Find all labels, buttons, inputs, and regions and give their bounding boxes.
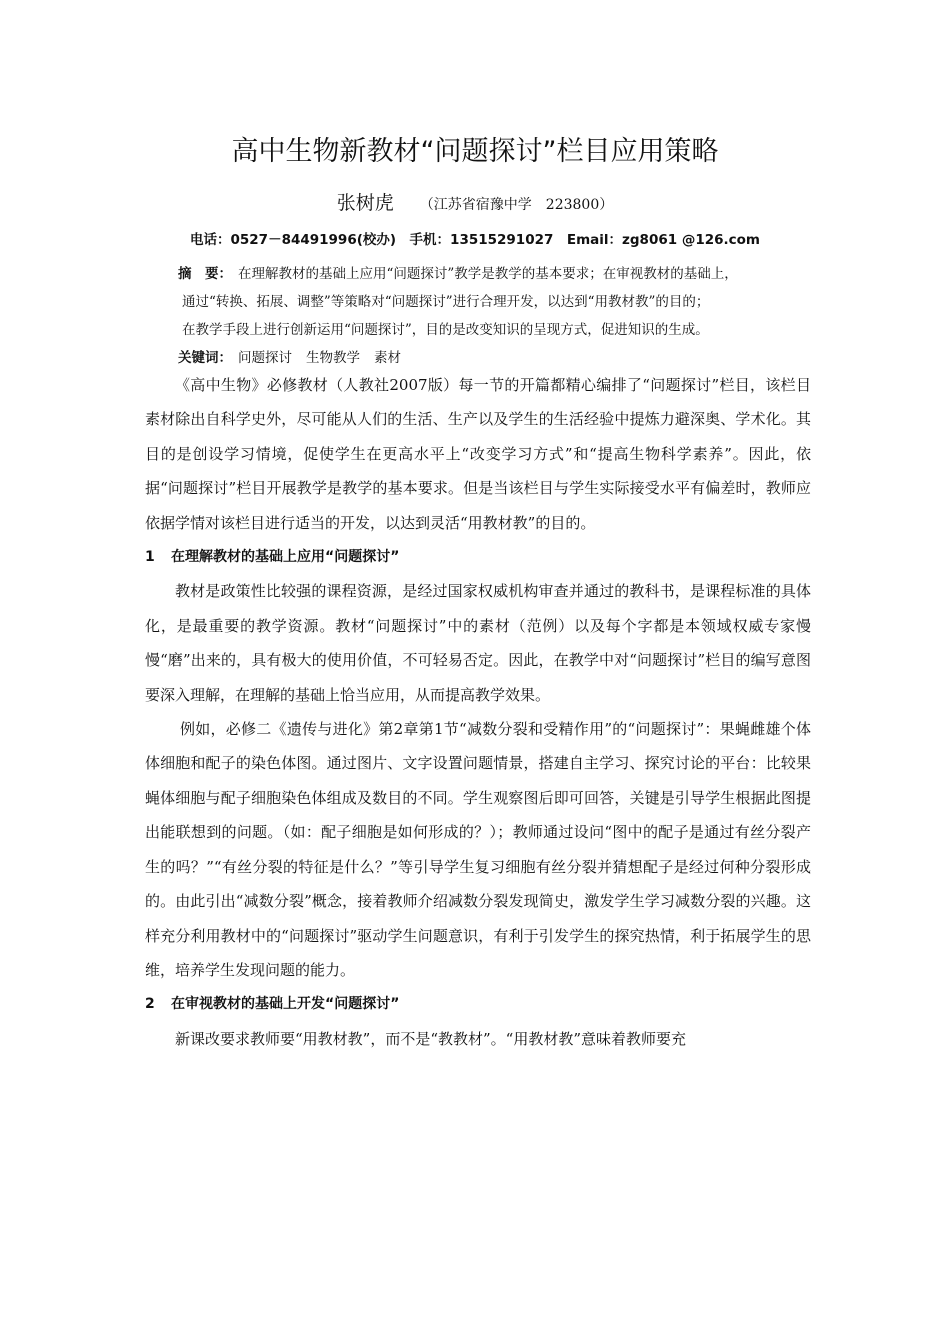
keyword: 问题探讨 — [238, 350, 292, 366]
body-paragraph: 教材是政策性比较强的课程资源，是经过国家权威机构审查并通过的教科书，是课程标准的具体化，是最重要的教学资源。教材“问题探讨”中的素材（范例）以及每个字都是本领域权威专家慢慢“磨”出来的，具有极大的使用价值，不可轻易否定。因此，在教学中对“问题探讨”栏目的编写意图要深入理解，在理解的基础上恰当应用，从而提高教学效果。 — [145, 582, 811, 704]
abstract-line — [178, 260, 818, 288]
keyword: 生物教学 — [306, 350, 360, 366]
section-number: 2 — [145, 996, 155, 1013]
author-name: 张树虎 — [336, 192, 394, 214]
section-heading-1 — [145, 540, 811, 574]
intro-paragraph: 《高中生物》必修教材（人教社2007版）每一节的开篇都精心编排了“问题探讨”栏目，该栏目素材除出自科学史外，尽可能从人们的生活、生产以及学生的生活经验中提炼力避深奥、学术化。其目的是创设学习情境，促使学生在更高水平上“改变学习方式”和“提高生物科学素养”。因此，依据“问题探讨”栏目开展教学是教学的基本要求。但是当该栏目与学生实际接受水平有偏差时，教师应依据学情对该栏目进行适当的开发，以达到灵活“用教材教”的目的。 — [145, 376, 811, 532]
section-title: 在审视教材的基础上开发“问题探讨” — [171, 996, 400, 1013]
author-affiliation: （江苏省宿豫中学 223800） — [419, 197, 614, 213]
contact-info: 电话：0527－84491996(校办) 手机：13515291027 Email：zg8061 @126.com — [190, 232, 760, 248]
abstract-text: 在理解教材的基础上应用“问题探讨”教学是教学的基本要求；在审视教材的基础上， — [238, 266, 738, 282]
example-paragraph: 例如，必修二《遗传与进化》第2章第1节“减数分裂和受精作用”的“问题探讨”：果蝇雌雄个体体细胞和配子的染色体图。通过图片、文字设置问题情景，搭建自主学习、探究讨论的平台：比较果蝇体细胞与配子细胞染色体组成及数目的不同。学生观察图后即可回答，关键是引导学生根据此图提出能联想到的问题。（如：配子细胞是如何形成的？）；教师通过设问“图中的配子是通过有丝分裂产生的吗？”“有丝分裂的特征是什么？”等引导学生复习细胞有丝分裂并猜想配子是经过何种分裂形成的。由此引出“减数分裂”概念，接着教师介绍减数分裂发现简史，激发学生学习减数分裂的兴趣。这样充分利用教材中的“问题探讨”驱动学生问题意识，有利于引发学生的探究热情，利于拓展学生的思维，培养学生发现问题的能力。 — [145, 720, 811, 979]
keywords-label: 关键词： — [178, 350, 232, 366]
abstract-line: 在教学手段上进行创新运用“问题探讨”，目的是改变知识的呈现方式，促进知识的生成。 — [182, 322, 709, 338]
section-number: 1 — [145, 549, 155, 566]
section-title: 在理解教材的基础上应用“问题探讨” — [171, 549, 400, 566]
author-line — [0, 188, 950, 215]
body-paragraph: 新课改要求教师要“用教材教”，而不是“教教材”。“用教材教”意味着教师要充 — [175, 1029, 687, 1048]
keyword: 素材 — [374, 350, 401, 366]
section-heading-2 — [145, 987, 811, 1021]
abstract-line: 通过“转换、拓展、调整”等策略对“问题探讨”进行合理开发，以达到“用教材教”的目的； — [182, 294, 710, 310]
article-title: 高中生物新教材“问题探讨”栏目应用策略 — [231, 136, 719, 167]
abstract-label: 摘 要： — [178, 266, 232, 282]
article-body — [145, 368, 811, 1056]
abstract-block — [178, 260, 818, 372]
